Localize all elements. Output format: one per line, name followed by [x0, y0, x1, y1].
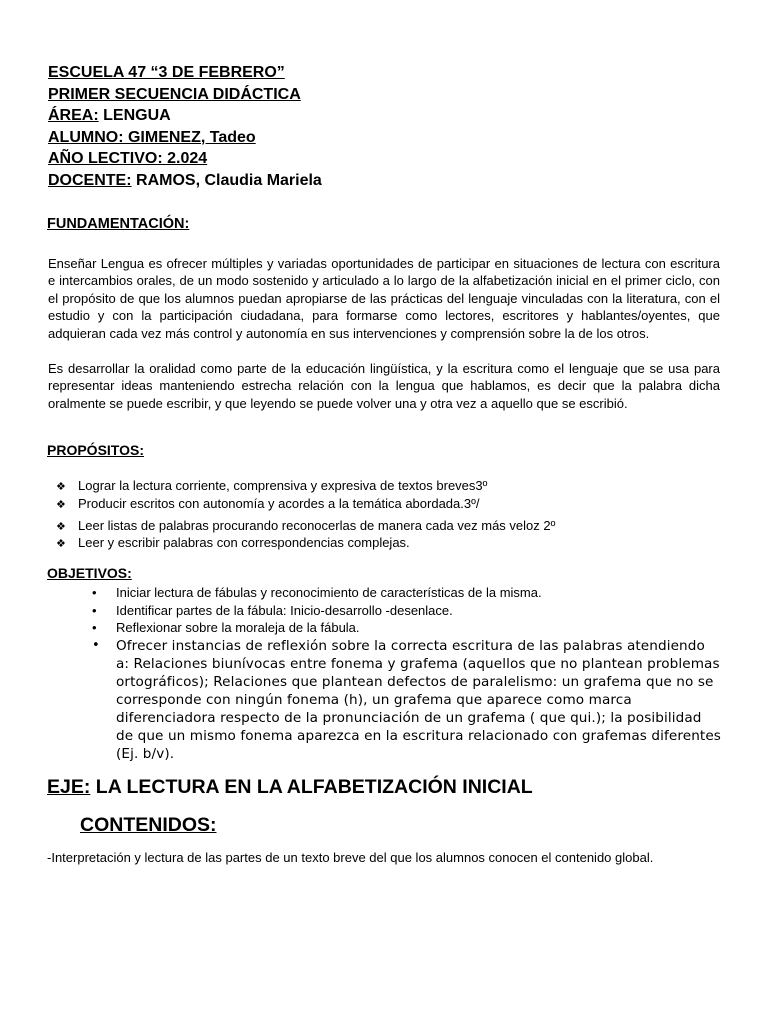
diamond-bullet-icon: ❖ — [56, 480, 66, 493]
diamond-bullet-icon: ❖ — [56, 497, 66, 511]
eje-label: EJE: — [47, 776, 91, 798]
list-item — [92, 584, 722, 602]
proposito-text: Leer listas de palabras procurando reconocerlas de manera cada vez más veloz 2º — [78, 517, 556, 533]
eje-heading — [47, 776, 533, 799]
eje-value: LA LECTURA EN LA ALFABETIZACIÓN INICIAL — [90, 776, 533, 798]
objetivo-text: Identificar partes de la fábula: Inicio-desarrollo -desenlace. — [116, 602, 453, 618]
objetivos-heading: OBJETIVOS: — [47, 565, 132, 581]
diamond-bullet-icon: ❖ — [56, 519, 66, 533]
school-name: ESCUELA 47 “3 DE FEBRERO” — [48, 64, 285, 81]
teacher-line — [48, 170, 728, 192]
proposito-text: Producir escritos con autonomía y acordes a la temática abordada.3º/ — [78, 495, 480, 511]
objetivos-list — [92, 584, 722, 763]
list-item — [92, 637, 722, 763]
list-item — [56, 517, 696, 535]
objetivo-text: Reflexionar sobre la moraleja de la fábula. — [116, 620, 360, 636]
student-line: ALUMNO: GIMENEZ, Tadeo — [48, 128, 256, 146]
area-label: ÁREA: — [48, 107, 99, 125]
proposito-text: Lograr la lectura corriente, comprensiva y expresiva de textos breves3º — [78, 478, 488, 493]
fundamentacion-paragraph-2: Es desarrollar la oralidad como parte de la educación lingüística, y la escritura como el lenguaje que se usa para representar ideas manteniendo estrecha relación con la lengua que hablamos, es decir que la palabra dicha oralmente se puede escribir, y que leyendo se puede volver una y otra vez a aquello que se escribió. — [48, 361, 720, 411]
list-item — [56, 477, 696, 495]
document-header — [48, 62, 728, 192]
teacher-label: DOCENTE: — [48, 171, 132, 189]
fundamentacion-heading: FUNDAMENTACIÓN: — [47, 216, 190, 232]
round-bullet-icon: • — [92, 620, 97, 636]
round-bullet-icon: • — [92, 637, 100, 653]
school-year-line: AÑO LECTIVO: 2.024 — [48, 150, 208, 168]
sequence-title: PRIMER SECUENCIA DIDÁCTICA — [48, 85, 301, 103]
round-bullet-icon: • — [92, 602, 97, 618]
contenido-item: -Interpretación y lectura de las partes de un texto breve del que los alumnos conocen el contenido global. — [47, 850, 654, 865]
propositos-list — [56, 477, 696, 552]
objetivo-text: Iniciar lectura de fábulas y reconocimiento de características de la misma. — [116, 585, 542, 600]
propositos-heading: PROPÓSITOS: — [47, 442, 144, 458]
list-item — [92, 602, 722, 620]
objetivo-text: Ofrecer instancias de reflexión sobre la correcta escritura de las palabras atendiendo a: Relaciones biunívocas entre fonema y grafema (aquellos que no plantean problemas ortográficos); Relaciones que plantean defectos de paralelismo: un grafema que no se corresponde con ningún fonema (h), un grafema que aparece como marca diferenciadora respecto de la pronunciación de un grafema ( que qui.); la posibilidad de que un mismo fonema aparezca en la escritura relacionado con grafemas diferentes (Ej. b/v). — [116, 637, 721, 762]
list-item — [56, 495, 696, 513]
teacher-value: RAMOS, Claudia Mariela — [131, 171, 322, 189]
area-line — [48, 105, 728, 127]
fundamentacion-paragraph-1: Enseñar Lengua es ofrecer múltiples y variadas oportunidades de participar en situaciones de lectura con escritura e intercambios orales, de un modo sostenido y articulado a lo largo de la alfabetización inicial en el primer ciclo, con el propósito de que los alumnos puedan apropiarse de las prácticas del lenguaje vinculadas con la literatura, con el estudio y con la participación ciudadana, para formarse como lectores, escritores y hablantes/oyentes, que adquieran cada vez más control y autonomía en sus intervenciones y comprensión sobre la de los otros. — [48, 256, 720, 341]
contenidos-heading: CONTENIDOS: — [80, 814, 217, 836]
area-value: LENGUA — [98, 107, 171, 125]
diamond-bullet-icon: ❖ — [56, 537, 66, 551]
proposito-text: Leer y escribir palabras con correspondencias complejas. — [78, 535, 410, 551]
list-item — [56, 534, 696, 552]
round-bullet-icon: • — [92, 585, 97, 600]
list-item — [92, 619, 722, 637]
